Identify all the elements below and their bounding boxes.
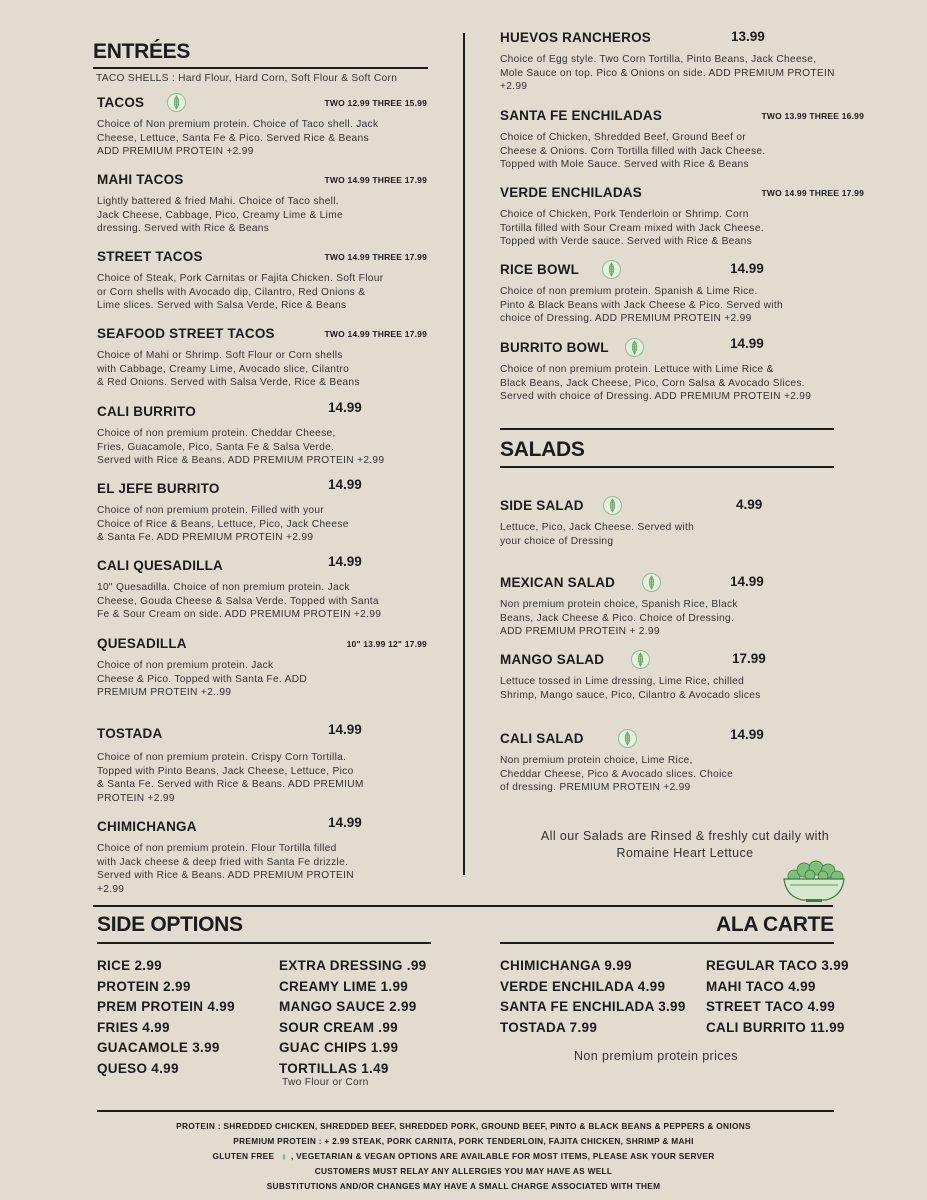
menu-item-price: TWO 14.99 THREE 17.99 <box>324 252 427 262</box>
price-entry: RICE 2.99 <box>97 958 162 973</box>
price-entry: GUAC CHIPS 1.99 <box>279 1040 399 1056</box>
description-line: Non premium protein choice, Spanish Rice, Black <box>500 599 738 610</box>
menu-item-description <box>500 363 864 404</box>
menu-item-price: 14.99 <box>730 727 764 742</box>
description-line: Cheddar Cheese, Pico & Avocado slices. Choice <box>500 768 734 780</box>
salads-note-line2: Romaine Heart Lettuce <box>616 846 754 860</box>
description-line: Served with choice of Dressing. ADD PREMIUM PROTEIN +2.99 <box>500 391 812 403</box>
description-line: PROTEIN +2.99 <box>97 792 175 804</box>
description-line: Choice of Chicken, Pork Tenderloin or Shrimp. Corn <box>500 209 749 220</box>
menu-item-price: 14.99 <box>730 574 764 589</box>
salad-bowl-icon <box>780 858 848 904</box>
ala-carte-title: ALA CARTE <box>716 913 834 936</box>
price-entry: TOSTADA 7.99 <box>500 1019 598 1035</box>
menu-item-description <box>97 427 427 468</box>
description-line: Cheese & Pico. Topped with Santa Fe. ADD <box>97 673 308 685</box>
price-entry: SOUR CREAM .99 <box>279 1019 398 1035</box>
description-line: +2.99 <box>97 883 125 895</box>
leaf-icon <box>603 496 622 515</box>
menu-item-name: EL JEFE BURRITO <box>97 481 220 496</box>
menu-item-description <box>500 131 864 172</box>
menu-item-name: CALI BURRITO <box>97 404 196 419</box>
description-line: with Jack cheese & deep fried with Santa Fe drizzle. <box>97 856 349 868</box>
description-line: +2.99 <box>500 81 528 93</box>
leaf-icon <box>625 338 644 357</box>
price-entry: VERDE ENCHILADA 4.99 <box>500 978 666 994</box>
description-line: Choice of Egg style. Two Corn Tortilla, Pinto Beans, Jack Cheese, <box>500 54 817 65</box>
description-line: & Santa Fe. Served with Rice & Beans. ADD PREMIUM <box>97 779 364 791</box>
description-line: Non premium protein choice, Lime Rice, <box>500 755 693 766</box>
description-line: Served with Rice & Beans. ADD PREMIUM PROTEIN <box>97 870 354 882</box>
description-line: Choice of non premium protein. Crispy Corn Tortilla. <box>97 752 347 763</box>
menu-item-description <box>97 195 427 236</box>
leaf-icon <box>631 650 650 669</box>
menu-item-price: 17.99 <box>732 651 766 666</box>
description-line: Black Beans, Jack Cheese, Pico, Corn Salsa & Avocado Slices. <box>500 377 805 389</box>
description-line: of dressing. PREMIUM PROTEIN +2.99 <box>500 782 691 794</box>
price-entry: CHIMICHANGA 9.99 <box>500 958 632 973</box>
footer-premium-protein: PREMIUM PROTEIN : + 2.99 STEAK, PORK CARNITA, PORK TENDERLOIN, FAJITA CHICKEN, SHRIMP & MAHI <box>233 1136 694 1146</box>
description-line: & Santa Fe. ADD PREMIUM PROTEIN +2.99 <box>97 532 314 544</box>
menu-item-name: CALI SALAD <box>500 731 584 746</box>
menu-item-price: 14.99 <box>328 554 362 569</box>
footer-rule <box>97 1110 834 1112</box>
description-line: Lime slices. Served with Salsa Verde, Rice & Beans <box>97 300 347 312</box>
menu-item-name: CHIMICHANGA <box>97 819 197 834</box>
leaf-icon <box>167 93 186 112</box>
menu-item-description <box>500 521 830 548</box>
description-line: your choice of Dressing <box>500 535 614 547</box>
menu-item-price: 14.99 <box>328 722 362 737</box>
description-line: Mole Sauce on top. Pico & Onions on side. ADD PREMIUM PROTEIN <box>500 67 835 79</box>
description-line: Choice of non premium protein. Cheddar Cheese, <box>97 428 336 439</box>
description-line: Choice of Mahi or Shrimp. Soft Flour or Corn shells <box>97 350 343 361</box>
entrees-rule <box>93 67 428 69</box>
description-line: Choice of non premium protein. Jack <box>97 660 274 671</box>
salads-top-rule <box>500 428 834 430</box>
description-line: Choice of Chicken, Shredded Beef, Ground Beef or <box>500 132 747 143</box>
description-line: choice of Dressing. ADD PREMIUM PROTEIN +2.99 <box>500 313 752 325</box>
description-line: Cheese, Lettuce, Santa Fe & Pico. Served Rice & Beans <box>97 132 369 144</box>
ala-carte-rule <box>500 942 834 944</box>
price-entry: EXTRA DRESSING .99 <box>279 958 427 973</box>
menu-item-name: HUEVOS RANCHEROS <box>500 30 651 45</box>
menu-item-name: SIDE SALAD <box>500 498 584 513</box>
menu-item-description <box>500 53 864 94</box>
description-line: Topped with Verde sauce. Served with Rice & Beans <box>500 236 752 248</box>
description-line: Choice of Rice & Beans, Lettuce, Pico, Jack Cheese <box>97 518 349 530</box>
side-options-title: SIDE OPTIONS <box>97 913 243 936</box>
menu-item-name: TACOS <box>97 95 145 110</box>
salads-bottom-rule <box>500 466 834 468</box>
description-line: Lightly battered & fried Mahi. Choice of Taco shell. <box>97 196 339 207</box>
footer-substitutions: SUBSTITUTIONS AND/OR CHANGES MAY HAVE A SMALL CHARGE ASSOCIATED WITH THEM <box>266 1181 661 1191</box>
menu-item-name: CALI QUESADILLA <box>97 558 223 573</box>
description-line: ADD PREMIUM PROTEIN +2.99 <box>97 146 254 158</box>
taco-shells-note: TACO SHELLS : Hard Flour, Hard Corn, Soft Flour & Soft Corn <box>96 73 398 84</box>
menu-item-price: TWO 13.99 THREE 16.99 <box>761 111 864 121</box>
leaf-icon <box>618 729 637 748</box>
description-line: Served with Rice & Beans. ADD PREMIUM PROTEIN +2.99 <box>97 455 385 467</box>
menu-item-description <box>97 349 427 390</box>
description-line: Fe & Sour Cream on side. ADD PREMIUM PROTEIN +2.99 <box>97 609 382 621</box>
tortilla-note: Two Flour or Corn <box>282 1077 369 1088</box>
menu-item-price: 14.99 <box>328 815 362 830</box>
description-line: Choice of non premium protein. Spanish & Lime Rice. <box>500 286 758 297</box>
description-line: Fries, Guacamole, Pico, Santa Fe & Salsa Verde. <box>97 441 335 453</box>
menu-item-price: TWO 14.99 THREE 17.99 <box>324 175 427 185</box>
footer-gluten-free-label: GLUTEN FREE <box>212 1151 275 1161</box>
description-line: with Cabbage, Creamy Lime, Avocado slice, Cilantro <box>97 363 350 375</box>
leaf-icon <box>642 573 661 592</box>
menu-item-description <box>97 751 427 805</box>
side-options-top-rule <box>93 905 833 907</box>
column-divider <box>463 33 465 875</box>
description-line: ADD PREMIUM PROTEIN + 2.99 <box>500 626 660 638</box>
menu-item-name: BURRITO BOWL <box>500 340 609 355</box>
salads-note-line1: All our Salads are Rinsed & freshly cut daily with <box>540 829 830 843</box>
description-line: or Corn shells with Avocado dip, Cilantro, Red Onions & <box>97 286 366 298</box>
menu-item-description <box>97 659 427 700</box>
description-line: 10" Quesadilla. Choice of non premium protein. Jack <box>97 582 350 593</box>
menu-item-price: TWO 12.99 THREE 15.99 <box>324 98 427 108</box>
menu-item-name: VERDE ENCHILADAS <box>500 185 642 200</box>
menu-item-description <box>97 272 427 313</box>
description-line: Tortilla filled with Sour Cream mixed with Jack Cheese. <box>500 222 764 234</box>
leaf-icon <box>280 1153 288 1161</box>
price-entry: QUESO 4.99 <box>97 1061 179 1076</box>
menu-item-name: SANTA FE ENCHILADAS <box>500 108 663 123</box>
footer-gluten-free <box>0 1151 927 1161</box>
menu-item-description <box>97 504 427 545</box>
description-line: Pinto & Black Beans with Jack Cheese & Pico. Served with <box>500 299 783 311</box>
menu-item-description <box>97 842 427 896</box>
price-entry: FRIES 4.99 <box>97 1019 170 1035</box>
footer-protein: PROTEIN : SHREDDED CHICKEN, SHREDDED BEEF, SHREDDED PORK, GROUND BEEF, PINTO & BLACK BEANS & PEPPERS & ONIONS <box>176 1121 751 1131</box>
menu-item-price: TWO 14.99 THREE 17.99 <box>761 188 864 198</box>
salads-note <box>500 828 870 862</box>
description-line: Choice of Steak, Pork Carnitas or Fajita Chicken. Soft Flour <box>97 273 384 284</box>
description-line: Lettuce tossed in Lime dressing, Lime Rice, chilled <box>500 676 745 687</box>
description-line: Choice of non premium protein. Lettuce with Lime Rice & <box>500 364 774 375</box>
menu-item-name: RICE BOWL <box>500 262 580 277</box>
menu-item-price: 13.99 <box>731 29 765 44</box>
menu-item-description <box>500 208 864 249</box>
menu-item-name: MANGO SALAD <box>500 652 605 667</box>
description-line: Cheese & Onions. Corn Tortilla filled with Jack Cheese. <box>500 145 766 157</box>
price-entry: PREM PROTEIN 4.99 <box>97 999 235 1015</box>
entrees-title: ENTRÉES <box>93 40 191 63</box>
price-entry: TORTILLAS 1.49 <box>279 1061 389 1076</box>
description-line: Lettuce, Pico, Jack Cheese. Served with <box>500 522 695 533</box>
price-entry: CREAMY LIME 1.99 <box>279 978 409 994</box>
menu-item-price: 14.99 <box>730 336 764 351</box>
price-entry: MAHI TACO 4.99 <box>706 978 816 994</box>
description-line: Choice of non premium protein. Filled with your <box>97 505 325 516</box>
menu-item-price: 14.99 <box>730 261 764 276</box>
price-entry: CALI BURRITO 11.99 <box>706 1019 845 1035</box>
price-entry: PROTEIN 2.99 <box>97 978 191 994</box>
description-line: Topped with Pinto Beans, Jack Cheese, Lettuce, Pico <box>97 765 354 777</box>
price-entry: MANGO SAUCE 2.99 <box>279 999 417 1015</box>
description-line: PREMIUM PROTEIN +2..99 <box>97 687 232 699</box>
menu-item-name: QUESADILLA <box>97 636 187 651</box>
price-entry: SANTA FE ENCHILADA 3.99 <box>500 999 686 1015</box>
menu-item-description <box>500 285 864 326</box>
menu-item-description <box>500 598 830 639</box>
description-line: Choice of non premium protein. Flour Tortilla filled <box>97 843 337 854</box>
price-entry: STREET TACO 4.99 <box>706 999 836 1015</box>
description-line: Cheese, Gouda Cheese & Salsa Verde. Topped with Santa <box>97 595 379 607</box>
menu-item-name: MEXICAN SALAD <box>500 575 616 590</box>
side-options-bottom-rule <box>97 942 431 944</box>
menu-item-name: TOSTADA <box>97 726 163 741</box>
menu-item-name: STREET TACOS <box>97 249 203 264</box>
menu-item-description <box>500 754 830 795</box>
salads-title: SALADS <box>500 438 585 461</box>
menu-item-price: 4.99 <box>736 497 763 512</box>
menu-item-name: MAHI TACOS <box>97 172 184 187</box>
price-entry: GUACAMOLE 3.99 <box>97 1040 220 1056</box>
description-line: Beans, Jack Cheese & Pico. Choice of Dressing. <box>500 612 735 624</box>
footer-options-text: , VEGETARIAN & VEGAN OPTIONS ARE AVAILABLE FOR MOST ITEMS, PLEASE ASK YOUR SERVER <box>290 1151 715 1161</box>
menu-item-name: SEAFOOD STREET TACOS <box>97 326 275 341</box>
description-line: Shrimp, Mango sauce, Pico, Cilantro & Avocado slices <box>500 689 761 701</box>
description-line: & Red Onions. Served with Salsa Verde, Rice & Beans <box>97 377 360 389</box>
description-line: Topped with Mole Sauce. Served with Rice & Beans <box>500 159 749 171</box>
menu-item-description <box>97 581 427 622</box>
leaf-icon <box>602 260 621 279</box>
menu-item-price: 10" 13.99 12" 17.99 <box>346 639 427 649</box>
menu-item-description <box>500 675 830 702</box>
menu-item-price: 14.99 <box>328 477 362 492</box>
menu-item-description <box>97 118 427 159</box>
menu-item-price: TWO 14.99 THREE 17.99 <box>324 329 427 339</box>
price-entry: REGULAR TACO 3.99 <box>706 958 849 973</box>
description-line: Jack Cheese, Cabbage, Pico, Creamy Lime & Lime <box>97 209 343 221</box>
description-line: dressing. Served with Rice & Beans <box>97 223 270 235</box>
menu-item-price: 14.99 <box>328 400 362 415</box>
ala-carte-note: Non premium protein prices <box>574 1049 738 1063</box>
description-line: Choice of Non premium protein. Choice of Taco shell. Jack <box>97 119 379 130</box>
footer-allergies: CUSTOMERS MUST RELAY ANY ALLERGIES YOU MAY HAVE AS WELL <box>314 1166 613 1176</box>
